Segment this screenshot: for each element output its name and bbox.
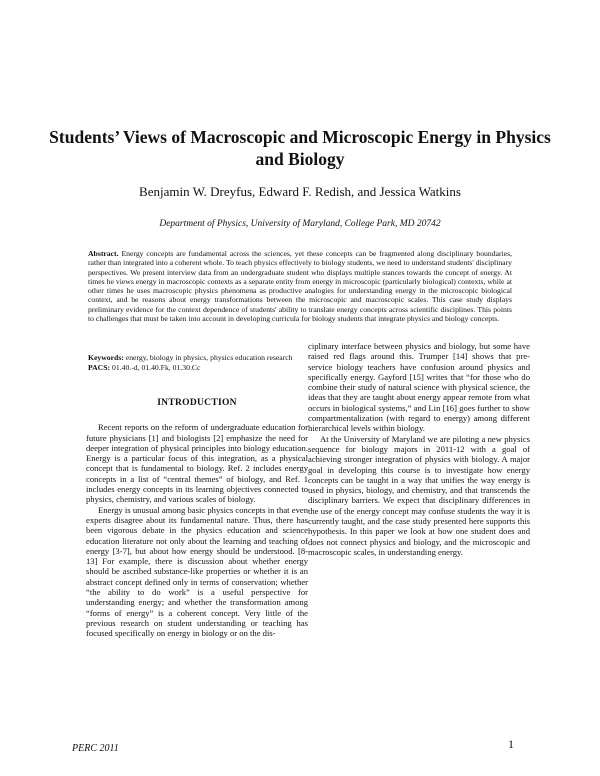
affiliation: Department of Physics, University of Maryland, College Park, MD 20742 [159,219,441,229]
intro-paragraph-1: Recent reports on the reform of undergraduate education for future physicians [1] and biologists [2] emphasize the need for deeper integration of physical principles into biology education. Energy is a particular focus of this integration, as a physical concept that is fundamental to biology. Ref. 2 includes energy concepts in a list of “central themes” of biology, and Ref. 1 includes energy concepts in its learning objectives connected to physics, chemistry, and various scales of biology. [86,422,308,505]
author-list: Benjamin W. Dreyfus, Edward F. Redish, and Jessica Watkins [139,184,461,199]
section-heading-introduction: INTRODUCTION [157,398,237,408]
venue-footer: PERC 2011 [72,743,119,754]
intro-paragraph-2: Energy is unusual among basic physics concepts in that even experts disagree about its fundamental nature. Thus, there has been vigorous debate in the physics education and science education literature not only about the learning and teaching of energy [3-7], but about how energy should be understood. [8-13] For example, there is discussion about whether energy should be ascribed substance-like properties or whether it is an abstract concept defined only in terms of conservation; whether “the ability to do work” is a useful perspective for understanding energy; and whether the transformation among “forms of energy” is a coherent concept. Very little of the previous research on student understanding or teaching has focused specifically on energy in biology or on the dis- [86,504,308,639]
right-column [308,341,530,557]
abstract-text: Energy concepts are fundamental across the sciences, yet these concepts can be fragmented along disciplinary boundaries, rather than integrated into a coherent whole. To teach physics effectively to biology students, we need to understand students' disciplinary perspectives. We present interview data from an undergraduate student who displays multiple stances towards the concept of energy. At times he views energy in macroscopic contexts as a separate entity from energy in microscopic (particularly biological) contexts, while at other times he uses macroscopic physics phenomena as productive analogies for understanding energy in the microscopic biological context, and he reasons about energy transformations between the microscopic and macroscopic scales. This case study displays preliminary evidence for the context dependence of students' ability to translate energy concepts across scientific disciplines. This points to challenges that must be taken into account in developing curricula for biology students that integrate physics and biology concepts. [88,249,513,324]
left-column [86,398,308,639]
paper-title: Students’ Views of Macroscopic and Microscopic Energy in Physics and Biology [49,127,551,169]
keywords-text: energy, biology in physics, physics education research [125,353,293,362]
intro-paragraph-3: At the University of Maryland we are piloting a new physics sequence for biology majors in 2011-12 with a goal of achieving stronger integration of physics with biology. A major goal in developing this course is to investigate how energy concepts can be taught in a way that unifies the way energy is used in physics, biology, and chemistry, and that transcends the disciplinary barriers. We expect that disciplinary differences in the use of the energy concept may confuse students the way it is currently taught, and the case study presented here supports this hypothesis. In this paper we look at how one student does and does not connect physics and biology, and the microscopic and macroscopic scales, in understanding energy. [308,433,530,557]
abstract [88,249,512,323]
intro-paragraph-continuation: ciplinary interface between physics and biology, but some have raised red flags around this. Trumper [14] shows that pre-service biology teachers have confusion around physics and specifically energy. Gayford [15] writes that “for those who do combine their study of natural science with physical science, the ideas that they are taught about energy appear remote from what occurs in biological systems,” and Lin [16] goes further to show compartmentalization (with regard to energy) among different hierarchical levels within biology. [308,341,530,434]
pacs-text: 01.40.-d, 01.40.Fk, 01.30.Cc [112,363,201,372]
pacs-label: PACS: [88,363,111,372]
abstract-label: Abstract. [88,249,119,258]
page-number: 1 [508,737,514,751]
keywords-label: Keywords: [88,353,124,362]
